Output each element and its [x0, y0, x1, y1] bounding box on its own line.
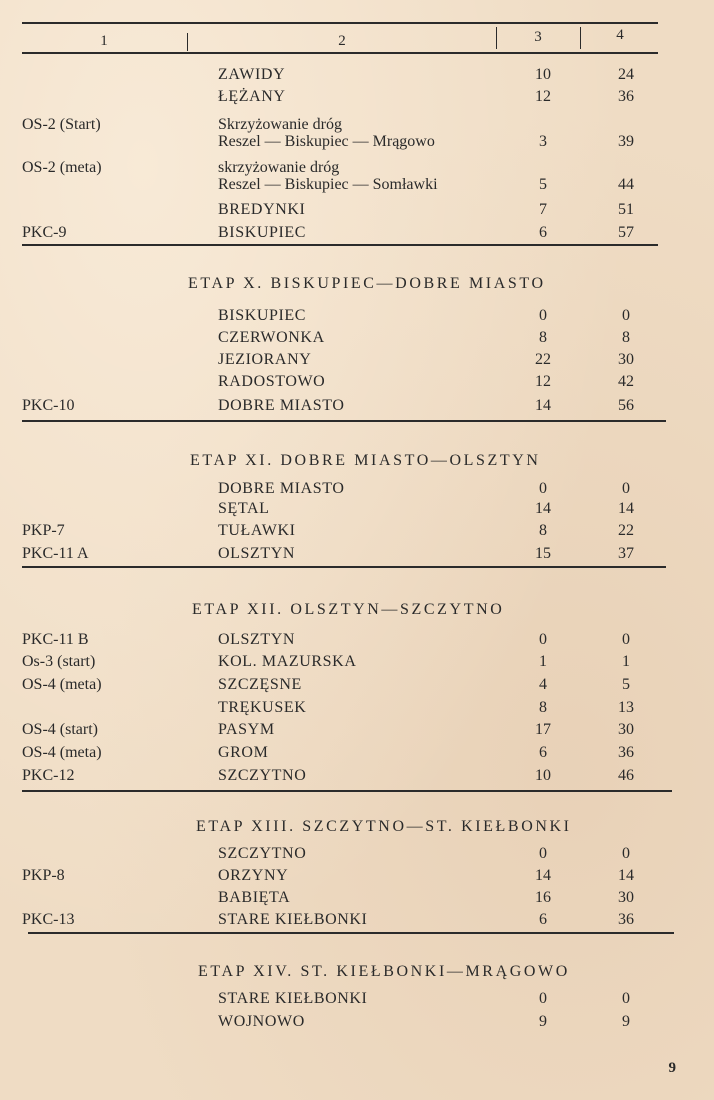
distance-km: 0 [539, 307, 547, 324]
distance-km: 9 [539, 1013, 547, 1030]
place-name: Skrzyżowanie dróg [218, 116, 342, 133]
place-name: SĘTAL [218, 500, 270, 517]
place-name: RADOSTOWO [218, 373, 326, 390]
total-distance-km: 42 [618, 373, 634, 390]
distance-km: 12 [535, 373, 551, 390]
control-point: PKC-13 [22, 911, 75, 928]
place-name: BISKUPIEC [218, 307, 307, 324]
control-point: PKC-11 B [22, 631, 89, 648]
section-rule [22, 790, 672, 792]
header-bottom-rule [22, 52, 658, 54]
section-rule [22, 420, 666, 422]
control-point: PKC-10 [22, 397, 75, 414]
place-name: BABIĘTA [218, 889, 291, 906]
control-point: PKC-9 [22, 224, 67, 241]
control-point: Os-3 (start) [22, 653, 96, 670]
place-name: Reszel — Biskupiec — Somławki [218, 176, 438, 193]
distance-km: 6 [539, 224, 547, 241]
distance-km: 8 [539, 522, 547, 539]
header-top-rule [22, 22, 658, 24]
place-name: TRĘKUSEK [218, 699, 307, 716]
distance-km: 8 [539, 329, 547, 346]
place-name: JEZIORANY [218, 351, 312, 368]
header-col-1: 1 [100, 33, 108, 49]
distance-km: 0 [539, 480, 547, 497]
distance-km: 0 [539, 990, 547, 1007]
place-name: CZERWONKA [218, 329, 325, 346]
place-name: skrzyżowanie dróg [218, 159, 340, 176]
total-distance-km: 36 [618, 744, 634, 761]
distance-km: 10 [535, 767, 551, 784]
place-name: PASYM [218, 721, 275, 738]
total-distance-km: 5 [622, 676, 630, 693]
distance-km: 5 [539, 176, 547, 193]
distance-km: 7 [539, 201, 547, 218]
total-distance-km: 37 [618, 545, 634, 562]
total-distance-km: 36 [618, 911, 634, 928]
distance-km: 10 [535, 66, 551, 83]
total-distance-km: 56 [618, 397, 634, 414]
control-point: OS-4 (start) [22, 721, 98, 738]
place-name: STARE KIEŁBONKI [218, 990, 368, 1007]
place-name: STARE KIEŁBONKI [218, 911, 368, 928]
stage-title: ETAP X. BISKUPIEC—DOBRE MIASTO [188, 275, 546, 292]
total-distance-km: 13 [618, 699, 634, 716]
distance-km: 14 [535, 500, 551, 517]
distance-km: 14 [535, 397, 551, 414]
place-name: Reszel — Biskupiec — Mrągowo [218, 133, 435, 150]
total-distance-km: 0 [622, 631, 630, 648]
distance-km: 6 [539, 744, 547, 761]
section-rule [22, 244, 658, 246]
page-number: 9 [668, 1060, 676, 1076]
place-name: KOL. MAZURSKA [218, 653, 357, 670]
control-point: PKC-11 A [22, 545, 89, 562]
distance-km: 0 [539, 845, 547, 862]
total-distance-km: 0 [622, 990, 630, 1007]
distance-km: 16 [535, 889, 551, 906]
total-distance-km: 0 [622, 845, 630, 862]
control-point: PKP-8 [22, 867, 65, 884]
section-rule [28, 932, 674, 934]
distance-km: 8 [539, 699, 547, 716]
stage-title: ETAP XII. OLSZTYN—SZCZYTNO [192, 601, 505, 618]
place-name: DOBRE MIASTO [218, 480, 345, 497]
place-name: TUŁAWKI [218, 522, 296, 539]
distance-km: 15 [535, 545, 551, 562]
distance-km: 22 [535, 351, 551, 368]
total-distance-km: 8 [622, 329, 630, 346]
header-col-2: 2 [338, 33, 346, 49]
place-name: BISKUPIEC [218, 224, 307, 241]
total-distance-km: 0 [622, 307, 630, 324]
control-point: OS-4 (meta) [22, 676, 102, 693]
header-col-3: 3 [534, 29, 542, 45]
distance-km: 6 [539, 911, 547, 928]
total-distance-km: 51 [618, 201, 634, 218]
total-distance-km: 9 [622, 1013, 630, 1030]
control-point: PKP-7 [22, 522, 65, 539]
total-distance-km: 14 [618, 867, 634, 884]
place-name: WOJNOWO [218, 1013, 305, 1030]
total-distance-km: 30 [618, 721, 634, 738]
header-col-4: 4 [616, 27, 624, 43]
total-distance-km: 30 [618, 889, 634, 906]
place-name: GROM [218, 744, 269, 761]
stage-title: ETAP XI. DOBRE MIASTO—OLSZTYN [190, 452, 541, 469]
place-name: SZCZĘSNE [218, 676, 302, 693]
total-distance-km: 39 [618, 133, 634, 150]
place-name: SZCZYTNO [218, 845, 307, 862]
place-name: OLSZTYN [218, 545, 296, 562]
stage-title: ETAP XIV. ST. KIEŁBONKI—MRĄGOWO [198, 963, 570, 980]
total-distance-km: 44 [618, 176, 634, 193]
place-name: SZCZYTNO [218, 767, 307, 784]
stage-title: ETAP XIII. SZCZYTNO—ST. KIEŁBONKI [196, 818, 572, 835]
control-point: OS-2 (Start) [22, 116, 101, 133]
total-distance-km: 0 [622, 480, 630, 497]
total-distance-km: 46 [618, 767, 634, 784]
distance-km: 1 [539, 653, 547, 670]
total-distance-km: 30 [618, 351, 634, 368]
total-distance-km: 24 [618, 66, 634, 83]
total-distance-km: 36 [618, 88, 634, 105]
place-name: ORZYNY [218, 867, 289, 884]
total-distance-km: 57 [618, 224, 634, 241]
distance-km: 3 [539, 133, 547, 150]
distance-km: 0 [539, 631, 547, 648]
control-point: OS-4 (meta) [22, 744, 102, 761]
place-name: ZAWIDY [218, 66, 286, 83]
distance-km: 14 [535, 867, 551, 884]
control-point: OS-2 (meta) [22, 159, 102, 176]
place-name: DOBRE MIASTO [218, 397, 345, 414]
section-rule [22, 566, 666, 568]
distance-km: 4 [539, 676, 547, 693]
distance-km: 12 [535, 88, 551, 105]
place-name: OLSZTYN [218, 631, 296, 648]
total-distance-km: 1 [622, 653, 630, 670]
total-distance-km: 22 [618, 522, 634, 539]
place-name: BREDYNKI [218, 201, 306, 218]
distance-km: 17 [535, 721, 551, 738]
total-distance-km: 14 [618, 500, 634, 517]
control-point: PKC-12 [22, 767, 75, 784]
place-name: ŁĘŻANY [218, 88, 286, 105]
